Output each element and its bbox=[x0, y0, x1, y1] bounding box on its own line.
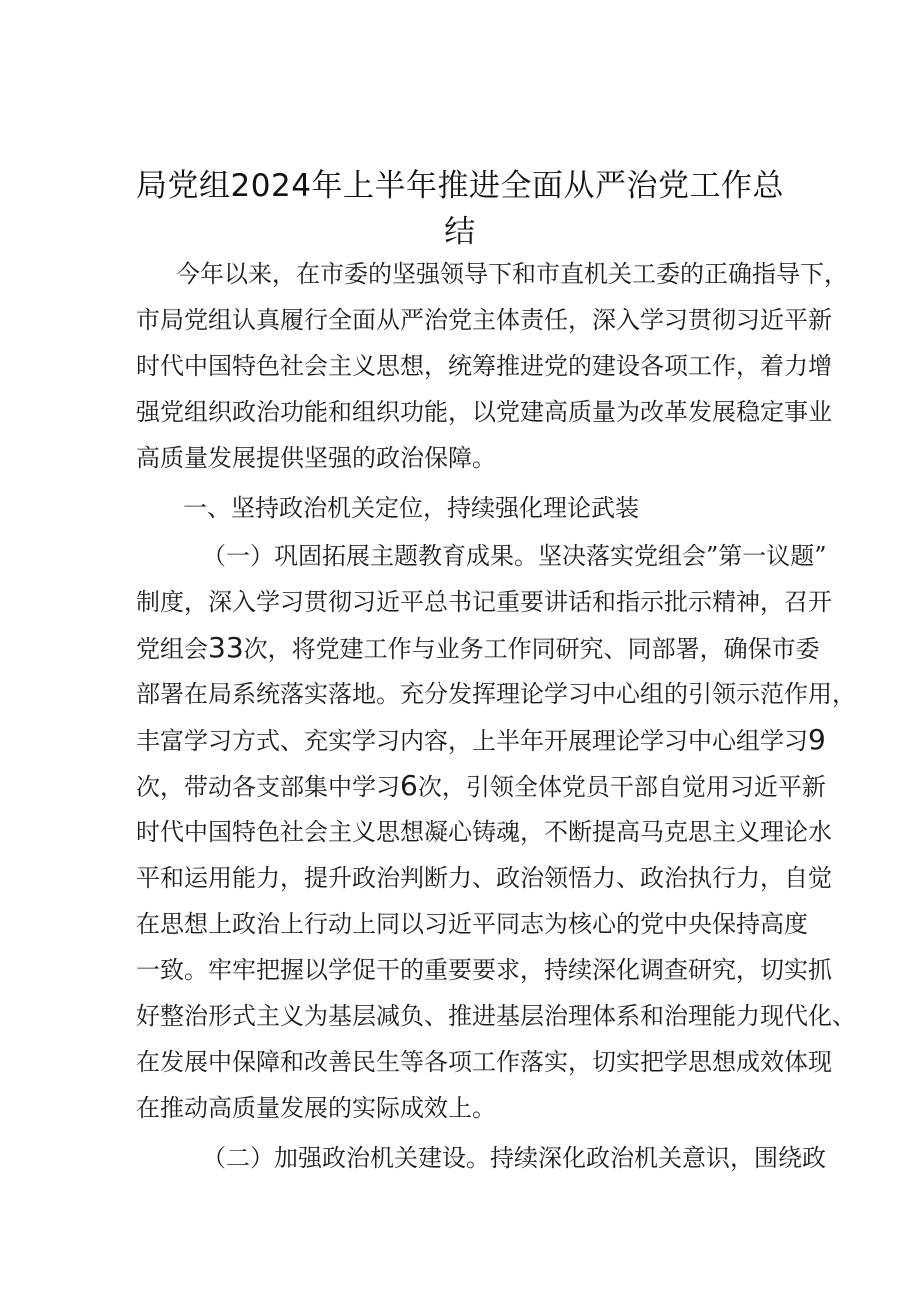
sub1-line-7: 时代中国特色社会主义思想凝心铸魂，不断提高马克思主义理论水 bbox=[136, 818, 832, 846]
intro-line-5: 高质量发展提供坚强的政治保障。 bbox=[136, 444, 496, 472]
intro-line-3: 时代中国特色社会主义思想，统筹推进党的建设各项工作，着力增 bbox=[136, 352, 832, 380]
intro-line-2: 市局党组认真履行全面从严治党主体责任，深入学习贯彻习近平新 bbox=[136, 306, 832, 334]
sub1-line-11: 好整治形式主义为基层减负、推进基层治理体系和治理能力现代化、 bbox=[136, 1002, 856, 1030]
document-title-line-2: 结 bbox=[444, 214, 476, 250]
sub1-line-13: 在推动高质量发展的实际成效上。 bbox=[136, 1094, 496, 1122]
sub1-line-6-pre: 次，带动各支部集中学习 bbox=[136, 773, 400, 801]
sub1-line-5-pre: 丰富学习方式、充实学习内容，上半年开展理论学习中心组学习 bbox=[136, 727, 808, 755]
sub1-line-1: （一）巩固拓展主题教育成果。坚决落实党组会”第一议题” bbox=[202, 542, 827, 570]
sub1-line-9: 在思想上政治上行动上同以习近平同志为核心的党中央保持高度 bbox=[136, 910, 808, 938]
sub1-line-3 bbox=[136, 628, 820, 668]
sub1-line-2: 制度，深入学习贯彻习近平总书记重要讲话和指示批示精神，召开 bbox=[136, 588, 832, 616]
branch-study-count: 6 bbox=[400, 769, 418, 802]
section-1-heading: 一、坚持政治机关定位，持续强化理论武装 bbox=[183, 494, 639, 522]
intro-line-1: 今年以来，在市委的坚强领导下和市直机关工委的正确指导下， bbox=[176, 260, 848, 288]
study-count: 9 bbox=[808, 723, 826, 756]
sub1-line-4: 部署在局系统落实落地。充分发挥理论学习中心组的引领示范作用， bbox=[136, 680, 856, 708]
intro-line-4: 强党组织政治功能和组织功能，以党建高质量为改革发展稳定事业 bbox=[136, 398, 832, 426]
sub1-line-10: 一致。牢牢把握以学促干的重要要求，持续深化调查研究，切实抓 bbox=[136, 956, 832, 984]
sub1-line-8: 平和运用能力，提升政治判断力、政治领悟力、政治执行力，自觉 bbox=[136, 864, 832, 892]
sub2-line-1: （二）加强政治机关建设。持续深化政治机关意识，围绕政 bbox=[202, 1144, 826, 1172]
document-title-line-1: 局党组2024年上半年推进全面从严治党工作总 bbox=[136, 168, 784, 204]
sub1-line-12: 在发展中保障和改善民生等各项工作落实，切实把学思想成效体现 bbox=[136, 1048, 832, 1076]
sub1-line-3-pre: 党组会 bbox=[136, 635, 208, 663]
sub1-line-6 bbox=[136, 766, 826, 806]
sub1-line-5 bbox=[136, 720, 826, 760]
sub1-line-6-post: 次，引领全体党员干部自觉用习近平新 bbox=[417, 773, 826, 801]
sub1-line-3-post: 次，将党建工作与业务工作同研究、同部署，确保市委 bbox=[243, 635, 820, 663]
meeting-count: 33 bbox=[208, 631, 244, 664]
